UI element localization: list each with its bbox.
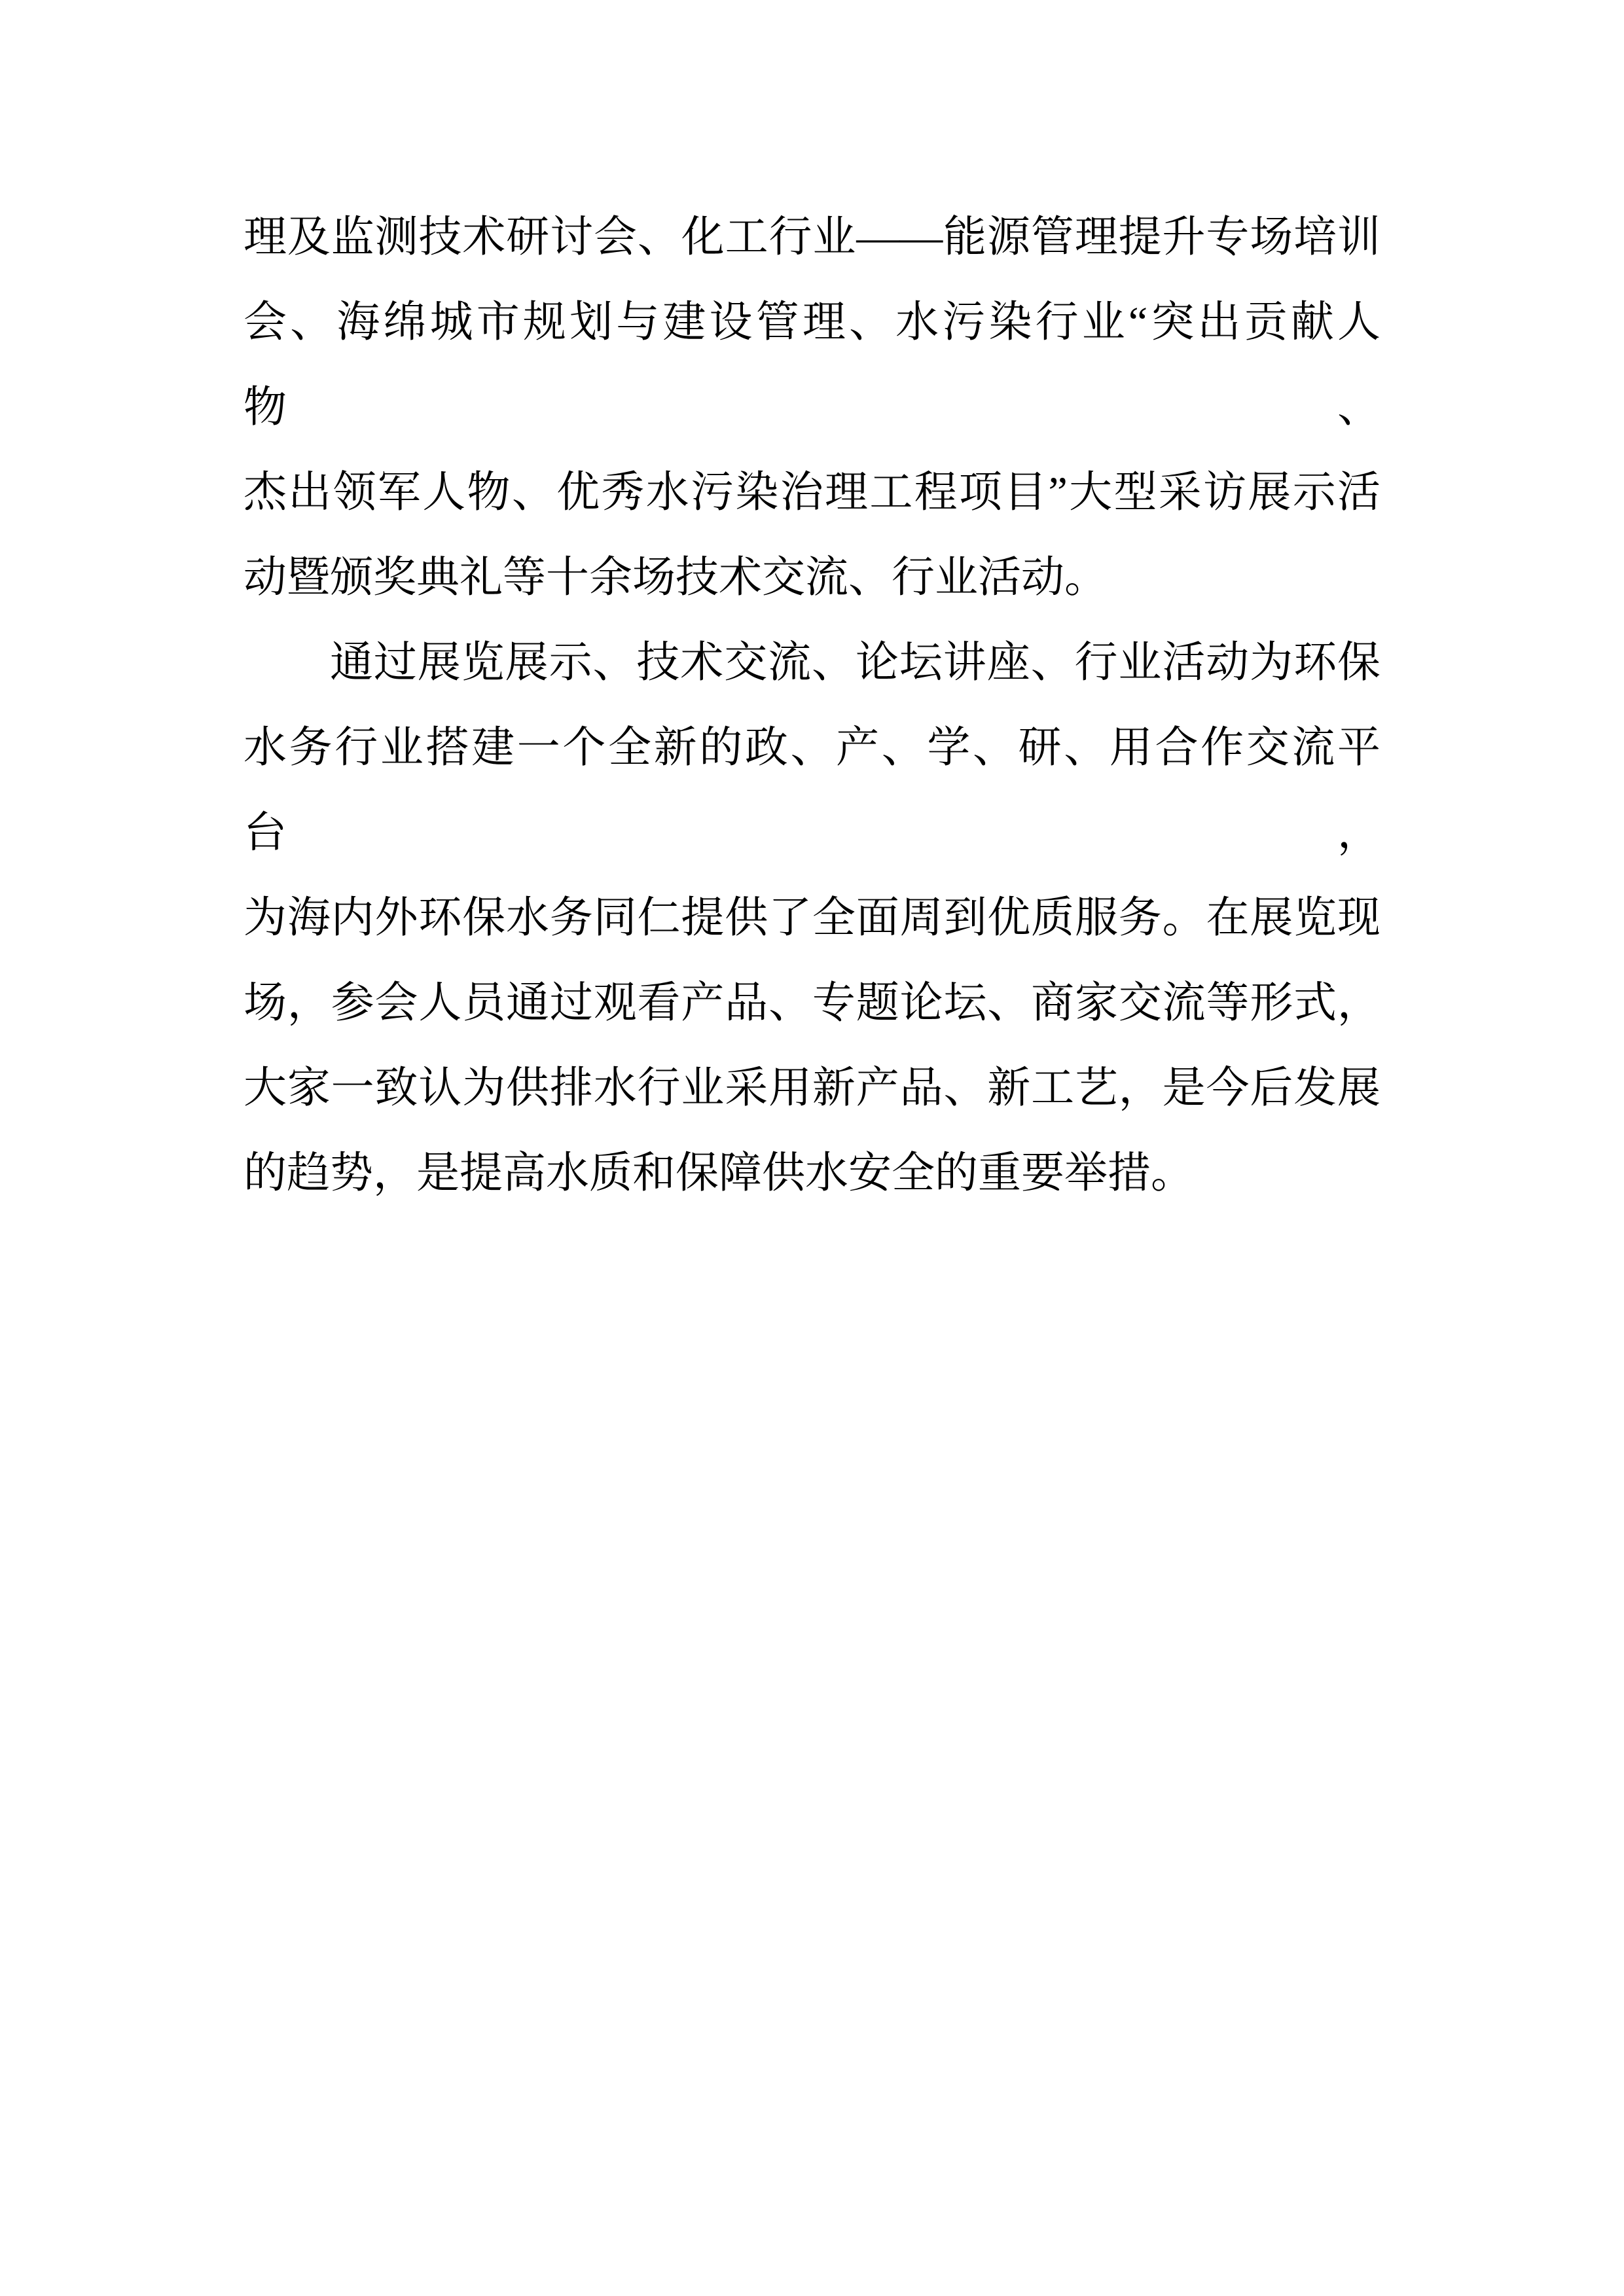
text-line: 通过展览展示、技术交流、论坛讲座、行业活动为环保: [330, 639, 1380, 687]
text-line: 的趋势，是提高水质和保障供水安全的重要举措。: [244, 1149, 1194, 1197]
text-line: 理及监测技术研讨会、化工行业——能源管理提升专场培训: [244, 213, 1380, 261]
text-line: 杰出领军人物、优秀水污染治理工程项目”大型采访展示活: [244, 469, 1380, 516]
paragraph-2: [244, 620, 1380, 1216]
text-line: 为海内外环保水务同仁提供了全面周到优质服务。在展览现: [244, 894, 1380, 942]
text-line: 水务行业搭建一个全新的政、产、学、研、用合作交流平台，: [244, 724, 1380, 857]
text-line: 大家一致认为供排水行业采用新产品、新工艺，是今后发展: [244, 1064, 1380, 1112]
text-block: [244, 195, 1380, 1216]
text-line: 会、海绵城市规划与建设管理、水污染行业“突出贡献人物、: [244, 298, 1380, 431]
text-line: 动暨颁奖典礼等十余场技术交流、行业活动。: [244, 554, 1108, 601]
text-line: 场，参会人员通过观看产品、专题论坛、商家交流等形式，: [244, 979, 1380, 1027]
paragraph-1: [244, 195, 1380, 620]
